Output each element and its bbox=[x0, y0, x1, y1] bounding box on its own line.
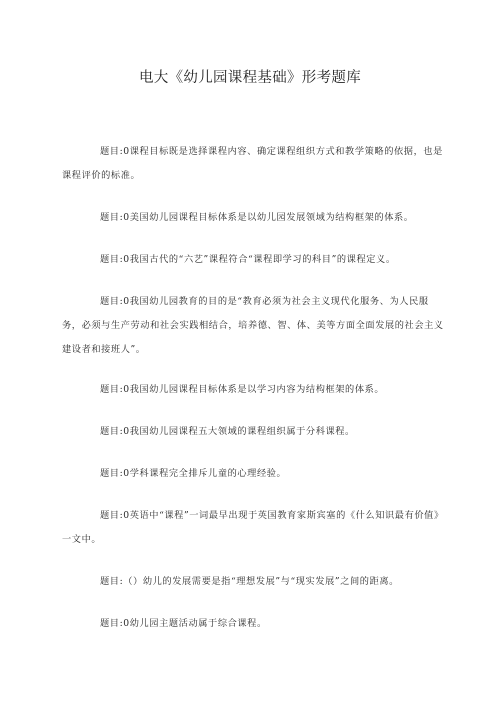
question-text: 0学科课程完全排斥儿童的心理经验。 bbox=[123, 468, 287, 479]
question-text: 0英语中“课程”一词最早出现于英国教育家斯宾塞的《什么知识最有价值》一文中。 bbox=[62, 510, 444, 545]
question-label: 题目: bbox=[100, 468, 124, 479]
question-label: 题目: bbox=[100, 296, 124, 307]
question-label: 题目: bbox=[100, 146, 124, 157]
question-text: 0幼儿园主题活动属于综合课程。 bbox=[123, 618, 267, 629]
question-text: 0我国古代的“六艺”课程符合“课程即学习的科目”的课程定义。 bbox=[123, 254, 396, 265]
question-label: 题目: bbox=[100, 576, 124, 587]
question-item bbox=[62, 206, 444, 230]
question-label: 题目: bbox=[100, 618, 124, 629]
question-text: 0我国幼儿园教育的目的是“教育必须为社会主义现代化服务、为人民服务，必须与生产劳动和社会实践相结合，培养德、智、体、美等方面全面发展的社会主义建设者和接班人”。 bbox=[62, 296, 444, 355]
question-item bbox=[62, 570, 444, 594]
question-label: 题目: bbox=[100, 254, 124, 265]
question-text: 0课程目标既是选择课程内容、确定课程组织方式和教学策略的依据，也是课程评价的标准。 bbox=[62, 146, 443, 181]
question-item bbox=[62, 248, 444, 272]
question-label: 题目: bbox=[100, 510, 124, 521]
question-text: 0我国幼儿园课程目标体系是以学习内容为结构框架的体系。 bbox=[123, 384, 385, 395]
question-list bbox=[62, 140, 444, 654]
question-label: 题目: bbox=[100, 384, 124, 395]
question-item bbox=[62, 420, 444, 444]
question-text: （）幼儿的发展需要是指“理想发展”与“现实发展”之间的距离。 bbox=[123, 576, 399, 587]
question-text: 0美国幼儿园课程目标体系是以幼儿园发展领域为结构框架的体系。 bbox=[123, 212, 414, 223]
question-item bbox=[62, 504, 444, 552]
question-item bbox=[62, 612, 444, 636]
question-item bbox=[62, 140, 444, 188]
question-item bbox=[62, 462, 444, 486]
question-item bbox=[62, 290, 444, 362]
document-title: 电大《幼儿园课程基础》形考题库 bbox=[139, 70, 361, 86]
question-label: 题目: bbox=[100, 212, 124, 223]
question-label: 题目: bbox=[100, 426, 124, 437]
question-text: 0我国幼儿园课程五大领域的课程组织属于分科课程。 bbox=[123, 426, 355, 437]
question-item bbox=[62, 378, 444, 402]
